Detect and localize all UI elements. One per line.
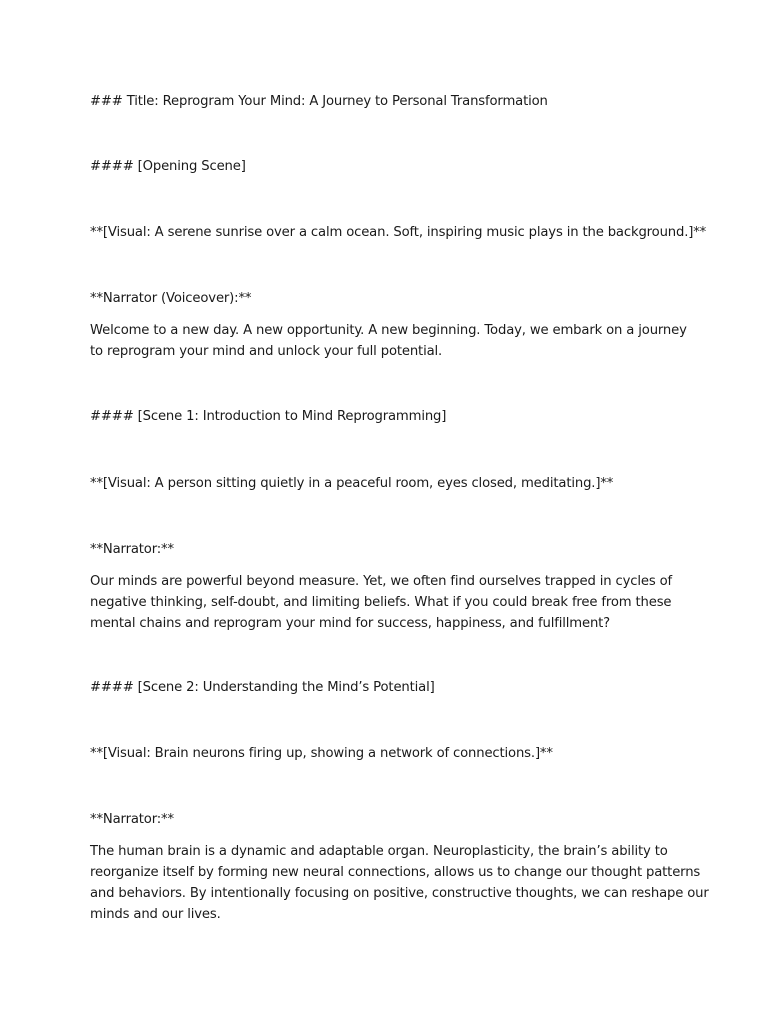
opening-narration [90,320,690,362]
scene1-narration-line: negative thinking, self-doubt, and limiting beliefs. What if you could break free from these [90,595,672,610]
scene1-narrator-label: **Narrator:** [90,542,174,557]
scene1-visual-direction: **[Visual: A person sitting quietly in a peaceful room, eyes closed, meditating.]** [90,476,614,491]
scene2-narration-line: and behaviors. By intentionally focusing on positive, constructive thoughts, we can reshape our [90,886,709,901]
scene2-narration-line: The human brain is a dynamic and adaptable organ. Neuroplasticity, the brain’s ability to [90,844,668,859]
scene2-narrator-label: **Narrator:** [90,812,174,827]
scene2-narration-line: reorganize itself by forming new neural connections, allows us to change our thought patterns [90,865,701,880]
opening-narration-line: to reprogram your mind and unlock your full potential. [90,344,443,359]
scene1-narration-line: Our minds are powerful beyond measure. Yet, we often find ourselves trapped in cycles of [90,574,673,589]
title-line: ### Title: Reprogram Your Mind: A Journey to Personal Transformation [90,94,548,109]
scene2-narration [90,841,709,925]
opening-narration-line: Welcome to a new day. A new opportunity. A new beginning. Today, we embark on a journey [90,323,687,338]
opening-visual-direction: **[Visual: A serene sunrise over a calm ocean. Soft, inspiring music plays in the background.]** [90,225,707,240]
opening-narrator-label: **Narrator (Voiceover):** [90,291,252,306]
scene1-heading: #### [Scene 1: Introduction to Mind Reprogramming] [90,409,447,424]
scene2-narration-line: minds and our lives. [90,907,221,922]
scene2-visual-direction: **[Visual: Brain neurons firing up, showing a network of connections.]** [90,746,553,761]
opening-scene-heading: #### [Opening Scene] [90,159,246,174]
scene1-narration-line: mental chains and reprogram your mind for success, happiness, and fulfillment? [90,616,611,631]
scene2-heading: #### [Scene 2: Understanding the Mind’s Potential] [90,680,435,695]
scene1-narration [90,571,690,634]
